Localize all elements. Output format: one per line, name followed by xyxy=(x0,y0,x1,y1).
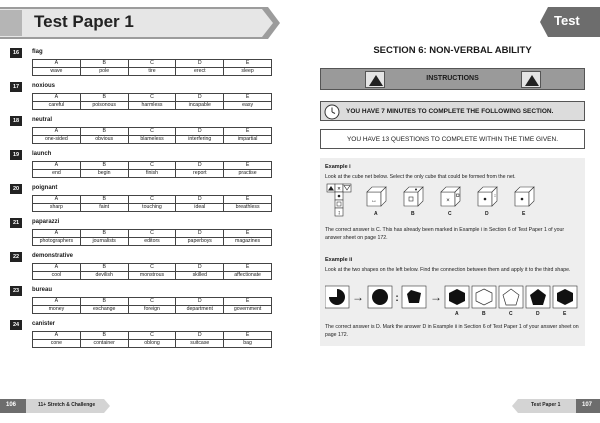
answer-option[interactable]: money xyxy=(33,306,81,314)
example-2-prompt: Look at the two shapes on the left below. Find the connection between them and apply it to the third shape. xyxy=(325,267,571,273)
answer-option[interactable]: practise xyxy=(224,170,272,178)
question-count-text: YOU HAVE 13 QUESTIONS TO COMPLETE WITHIN THE TIME GIVEN. xyxy=(346,136,559,143)
answer-option[interactable]: sleep xyxy=(224,68,272,76)
answer-option[interactable]: touching xyxy=(128,204,176,212)
option-letter-row xyxy=(33,60,272,68)
answer-option[interactable]: one-sided xyxy=(33,136,81,144)
answer-option[interactable]: ideal xyxy=(176,204,224,212)
option-letter: B xyxy=(80,60,128,68)
option-letter: D xyxy=(176,94,224,102)
option-letter: D xyxy=(176,60,224,68)
right-page-title: Test xyxy=(554,13,580,28)
answer-option[interactable]: harmless xyxy=(128,102,176,110)
question-block xyxy=(10,48,265,80)
svg-text:↕: ↕ xyxy=(493,193,497,199)
answer-options-table xyxy=(32,161,272,178)
question-word: launch xyxy=(32,151,52,157)
page-title: Test Paper 1 xyxy=(34,12,134,31)
svg-text:↔: ↔ xyxy=(371,198,377,204)
option-letter: C xyxy=(128,298,176,306)
question-block xyxy=(10,218,265,250)
question-word: paparazzi xyxy=(32,219,60,225)
option-letter: D xyxy=(176,128,224,136)
answer-option[interactable]: faint xyxy=(80,204,128,212)
answer-option[interactable]: begin xyxy=(80,170,128,178)
right-footer xyxy=(512,398,600,414)
answer-option[interactable]: editors xyxy=(128,238,176,246)
option-word-row xyxy=(33,136,272,144)
question-word: neutral xyxy=(32,117,53,123)
option-letter: D xyxy=(176,264,224,272)
question-number: 16 xyxy=(10,48,22,58)
option-letter: C xyxy=(128,162,176,170)
warning-icon xyxy=(521,71,541,88)
option-letter: E xyxy=(224,230,272,238)
answer-options-table xyxy=(32,263,272,280)
cube-option-d xyxy=(478,187,497,206)
option-letter-row xyxy=(33,196,272,204)
answer-option[interactable]: department xyxy=(176,306,224,314)
cube-option-a xyxy=(367,187,386,206)
question-word: noxious xyxy=(32,83,56,89)
answer-options-table xyxy=(32,229,272,246)
right-book-title: Test Paper 1 xyxy=(531,402,561,408)
cube-option-e xyxy=(515,187,534,206)
answer-option[interactable]: easy xyxy=(224,102,272,110)
example-2-answer: The correct answer is D. Mark the answer D in Example ii in Section 6 of Test Paper 1 of your answer sheet on page 172. xyxy=(325,324,579,338)
option-letter: E xyxy=(224,128,272,136)
option-letter: B xyxy=(80,162,128,170)
option-word-row xyxy=(33,306,272,314)
option-letter: C xyxy=(128,332,176,340)
option-letter: A xyxy=(33,264,81,272)
option-letter: B xyxy=(80,196,128,204)
answer-option[interactable]: blameless xyxy=(128,136,176,144)
option-letter: A xyxy=(33,162,81,170)
answer-option[interactable]: cool xyxy=(33,272,81,280)
option-letter: C xyxy=(128,230,176,238)
option-letter: D xyxy=(176,196,224,204)
answer-options-table xyxy=(32,331,272,348)
right-page-number: 107 xyxy=(582,402,593,408)
left-book-title: 11+ Stretch & Challenge xyxy=(38,402,96,408)
question-block xyxy=(10,82,265,114)
answer-option[interactable]: end xyxy=(33,170,81,178)
option-letter: D xyxy=(536,311,540,317)
answer-option[interactable]: exchange xyxy=(80,306,128,314)
question-word: flag xyxy=(32,49,43,55)
answer-option[interactable]: report xyxy=(176,170,224,178)
question-number: 24 xyxy=(10,320,22,330)
option-letter: B xyxy=(80,230,128,238)
option-letter-row xyxy=(33,230,272,238)
answer-option[interactable]: photographers xyxy=(33,238,81,246)
left-header-banner xyxy=(0,5,280,41)
question-block xyxy=(10,252,265,284)
option-letter: B xyxy=(80,332,128,340)
option-letter: C xyxy=(128,60,176,68)
left-footer xyxy=(0,398,110,414)
question-word: canister xyxy=(32,321,56,327)
option-letter: E xyxy=(224,264,272,272)
answer-options-table xyxy=(32,59,272,76)
option-letter-row xyxy=(33,332,272,340)
answer-option[interactable]: impartial xyxy=(224,136,272,144)
answer-option[interactable]: oblong xyxy=(128,340,176,348)
question-number: 19 xyxy=(10,150,22,160)
option-letter: A xyxy=(33,298,81,306)
question-block xyxy=(10,320,265,352)
answer-option[interactable]: careful xyxy=(33,102,81,110)
answer-option[interactable]: container xyxy=(80,340,128,348)
option-letter: E xyxy=(224,332,272,340)
option-letter: C xyxy=(128,128,176,136)
option-word-row xyxy=(33,68,272,76)
circle-shape xyxy=(372,289,388,305)
option-letter: D xyxy=(176,230,224,238)
time-limit-bar xyxy=(320,101,585,121)
question-number: 18 xyxy=(10,116,22,126)
option-letter-row xyxy=(33,298,272,306)
option-letter: D xyxy=(485,211,489,217)
colon-separator: : xyxy=(395,293,399,304)
answer-options-table xyxy=(32,93,272,110)
instructions-bar xyxy=(320,68,585,90)
answer-option[interactable]: government xyxy=(224,306,272,314)
cube-option-b xyxy=(404,187,423,206)
question-block xyxy=(10,184,265,216)
option-word-row xyxy=(33,272,272,280)
option-letter: B xyxy=(482,311,486,317)
option-letter: B xyxy=(411,211,415,217)
option-letter-row xyxy=(33,162,272,170)
answer-option[interactable]: interfering xyxy=(176,136,224,144)
right-header-banner xyxy=(540,5,600,39)
question-block xyxy=(10,150,265,182)
answer-option[interactable]: tire xyxy=(128,68,176,76)
option-word-row xyxy=(33,102,272,110)
answer-options-table xyxy=(32,195,272,212)
option-letter: A xyxy=(33,196,81,204)
option-word-row xyxy=(33,204,272,212)
answer-option[interactable]: finish xyxy=(128,170,176,178)
option-letter: B xyxy=(80,128,128,136)
example-1-title: Example i xyxy=(325,164,351,170)
arrow-icon: → xyxy=(352,290,364,304)
option-letter: C xyxy=(128,264,176,272)
instructions-label: INSTRUCTIONS xyxy=(426,75,479,82)
option-letter: C xyxy=(128,196,176,204)
question-block xyxy=(10,116,265,148)
option-word-row xyxy=(33,170,272,178)
option-letter: A xyxy=(455,311,459,317)
option-word-row xyxy=(33,340,272,348)
option-letter-row xyxy=(33,264,272,272)
option-letter: E xyxy=(563,311,567,317)
answer-options-table xyxy=(32,297,272,314)
option-letter: D xyxy=(176,332,224,340)
option-letter: A xyxy=(374,211,378,217)
option-letter: D xyxy=(176,298,224,306)
answer-option[interactable]: bag xyxy=(224,340,272,348)
answer-option[interactable]: incapable xyxy=(176,102,224,110)
answer-option[interactable]: breathless xyxy=(224,204,272,212)
time-limit-text: YOU HAVE 7 MINUTES TO COMPLETE THE FOLLOWING SECTION. xyxy=(346,108,554,115)
option-letter: A xyxy=(33,94,81,102)
answer-option[interactable]: affectionate xyxy=(224,272,272,280)
answer-option[interactable]: paperboys xyxy=(176,238,224,246)
answer-option[interactable]: poisonous xyxy=(80,102,128,110)
answer-option[interactable]: magazines xyxy=(224,238,272,246)
question-word: bureau xyxy=(32,287,53,293)
answer-option[interactable]: devilish xyxy=(80,272,128,280)
option-letter: C xyxy=(128,94,176,102)
example-1-prompt: Look at the cube net below. Select the only cube that could be formed from the net. xyxy=(325,174,516,180)
option-letter-row xyxy=(33,128,272,136)
answer-option[interactable]: wave xyxy=(33,68,81,76)
svg-text:×: × xyxy=(337,186,341,193)
option-letter: C xyxy=(448,211,452,217)
option-letter: E xyxy=(224,60,272,68)
answer-option[interactable]: obvious xyxy=(80,136,128,144)
option-letter: E xyxy=(224,94,272,102)
option-letter: C xyxy=(509,311,513,317)
option-letter: B xyxy=(80,264,128,272)
option-letter: E xyxy=(224,162,272,170)
answer-option[interactable]: pole xyxy=(80,68,128,76)
svg-text:↕: ↕ xyxy=(337,210,341,217)
question-number: 23 xyxy=(10,286,22,296)
option-letter: E xyxy=(224,196,272,204)
question-block xyxy=(10,286,265,318)
option-word-row xyxy=(33,238,272,246)
answer-option[interactable]: erect xyxy=(176,68,224,76)
option-letter: D xyxy=(176,162,224,170)
answer-option[interactable]: sharp xyxy=(33,204,81,212)
answer-option[interactable]: suitcase xyxy=(176,340,224,348)
question-number: 22 xyxy=(10,252,22,262)
question-word: poignant xyxy=(32,185,58,191)
clock-icon xyxy=(324,104,340,120)
option-letter-row xyxy=(33,94,272,102)
option-letter: A xyxy=(33,128,81,136)
option-letter: B xyxy=(80,298,128,306)
cube-option-c xyxy=(441,187,460,206)
example-2-title: Example ii xyxy=(325,257,353,263)
question-count-bar xyxy=(320,129,585,149)
shape-sequence-figure xyxy=(325,285,580,311)
question-word: demonstrative xyxy=(32,253,74,259)
section-title: SECTION 6: NON-VERBAL ABILITY xyxy=(373,45,532,56)
examples-panel xyxy=(320,158,585,346)
cube-net-figure xyxy=(325,183,555,223)
option-letter: E xyxy=(522,211,526,217)
question-number: 17 xyxy=(10,82,22,92)
option-letter: E xyxy=(224,298,272,306)
svg-text:×: × xyxy=(446,198,450,204)
option-letter: A xyxy=(33,60,81,68)
answer-option[interactable]: journalists xyxy=(80,238,128,246)
question-number: 21 xyxy=(10,218,22,228)
option-letter: A xyxy=(33,332,81,340)
answer-option[interactable]: foreign xyxy=(128,306,176,314)
arrow-icon: → xyxy=(430,290,442,304)
option-letter: A xyxy=(33,230,81,238)
left-page-number: 106 xyxy=(6,402,17,408)
answer-option[interactable]: monstrous xyxy=(128,272,176,280)
answer-option[interactable]: skilled xyxy=(176,272,224,280)
example-1-answer: The correct answer is C. This has already been marked in Example i in Section 6 of Test Paper 1 of your answer sheet on page 172. xyxy=(325,227,565,241)
option-letter: B xyxy=(80,94,128,102)
answer-options-table xyxy=(32,127,272,144)
answer-option[interactable]: cone xyxy=(33,340,81,348)
question-number: 20 xyxy=(10,184,22,194)
